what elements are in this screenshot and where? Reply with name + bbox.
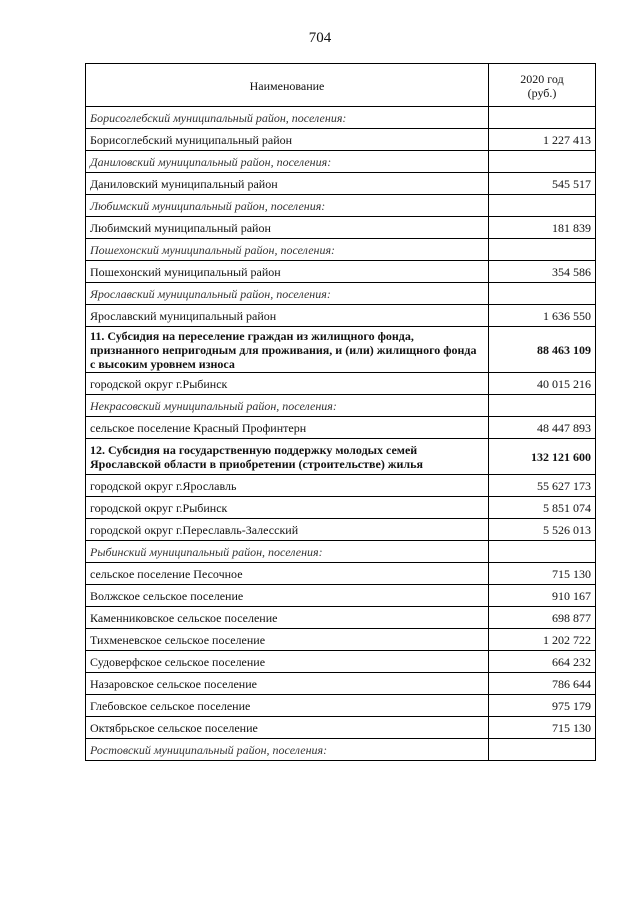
row-value: 1 202 722 [489,629,596,651]
group-heading-row [86,151,596,173]
row-value [489,239,596,261]
row-name: Октябрьское сельское поселение [86,717,489,739]
row-name: Даниловский муниципальный район [86,173,489,195]
row-value: 698 877 [489,607,596,629]
row-name: городской округ г.Рыбинск [86,497,489,519]
row-name: городской округ г.Ярославль [86,475,489,497]
table-row [86,695,596,717]
row-value [489,395,596,417]
row-name: Судоверфское сельское поселение [86,651,489,673]
row-value: 715 130 [489,717,596,739]
row-name: 12. Субсидия на государственную поддержку молодых семей Ярославской области в приобретении (строительстве) жилья [86,439,489,475]
row-value: 48 447 893 [489,417,596,439]
row-name: сельское поселение Песочное [86,563,489,585]
row-value [489,283,596,305]
row-value [489,107,596,129]
table-row [86,519,596,541]
row-name: 11. Субсидия на переселение граждан из жилищного фонда, признанного непригодным для проживания, и (или) жилищного фонда с высоким уровнем износа [86,327,489,373]
row-name: Любимский муниципальный район [86,217,489,239]
row-value: 5 851 074 [489,497,596,519]
row-name: Борисоглебский муниципальный район [86,129,489,151]
table-row [86,629,596,651]
row-value: 55 627 173 [489,475,596,497]
group-heading-row [86,739,596,761]
group-heading-row [86,239,596,261]
row-name: Ростовский муниципальный район, поселения: [86,739,489,761]
row-name: Пошехонский муниципальный район, поселения: [86,239,489,261]
row-value: 715 130 [489,563,596,585]
row-name: Волжское сельское поселение [86,585,489,607]
row-value: 786 644 [489,673,596,695]
row-value: 975 179 [489,695,596,717]
group-heading-row [86,195,596,217]
row-name: Каменниковское сельское поселение [86,607,489,629]
row-name: Некрасовский муниципальный район, поселения: [86,395,489,417]
section-row [86,327,596,373]
row-name: Ярославский муниципальный район [86,305,489,327]
row-name: Даниловский муниципальный район, поселения: [86,151,489,173]
row-value: 132 121 600 [489,439,596,475]
table-row [86,717,596,739]
row-value: 354 586 [489,261,596,283]
header-year-line2: (руб.) [527,86,557,100]
row-name: Рыбинский муниципальный район, поселения: [86,541,489,563]
row-value: 910 167 [489,585,596,607]
row-value: 1 636 550 [489,305,596,327]
table-row [86,129,596,151]
table-row [86,261,596,283]
row-value [489,739,596,761]
row-name: Пошехонский муниципальный район [86,261,489,283]
row-value: 88 463 109 [489,327,596,373]
row-name: Любимский муниципальный район, поселения: [86,195,489,217]
group-heading-row [86,107,596,129]
row-value: 664 232 [489,651,596,673]
row-name: городской округ г.Рыбинск [86,373,489,395]
row-value: 545 517 [489,173,596,195]
group-heading-row [86,541,596,563]
row-name: Ярославский муниципальный район, поселения: [86,283,489,305]
row-name: Тихменевское сельское поселение [86,629,489,651]
table-row [86,173,596,195]
table-row [86,585,596,607]
header-year [489,64,596,107]
row-name: Глебовское сельское поселение [86,695,489,717]
table-row [86,673,596,695]
row-value [489,151,596,173]
row-value [489,541,596,563]
page-number: 704 [308,30,332,46]
row-name: Назаровское сельское поселение [86,673,489,695]
row-name: сельское поселение Красный Профинтерн [86,417,489,439]
table-row [86,475,596,497]
table-row [86,373,596,395]
table-row [86,607,596,629]
header-name: Наименование [86,64,489,107]
table-row [86,305,596,327]
table-row [86,563,596,585]
row-value [489,195,596,217]
table-row [86,417,596,439]
row-value: 181 839 [489,217,596,239]
row-value: 40 015 216 [489,373,596,395]
table-header-row [86,64,596,107]
row-value: 5 526 013 [489,519,596,541]
row-name: Борисоглебский муниципальный район, поселения: [86,107,489,129]
group-heading-row [86,283,596,305]
header-year-line1: 2020 год [520,72,564,86]
table-row [86,651,596,673]
table-row [86,497,596,519]
table-row [86,217,596,239]
group-heading-row [86,395,596,417]
row-name: городской округ г.Переславль-Залесский [86,519,489,541]
section-row [86,439,596,475]
budget-table [85,63,596,761]
row-value: 1 227 413 [489,129,596,151]
